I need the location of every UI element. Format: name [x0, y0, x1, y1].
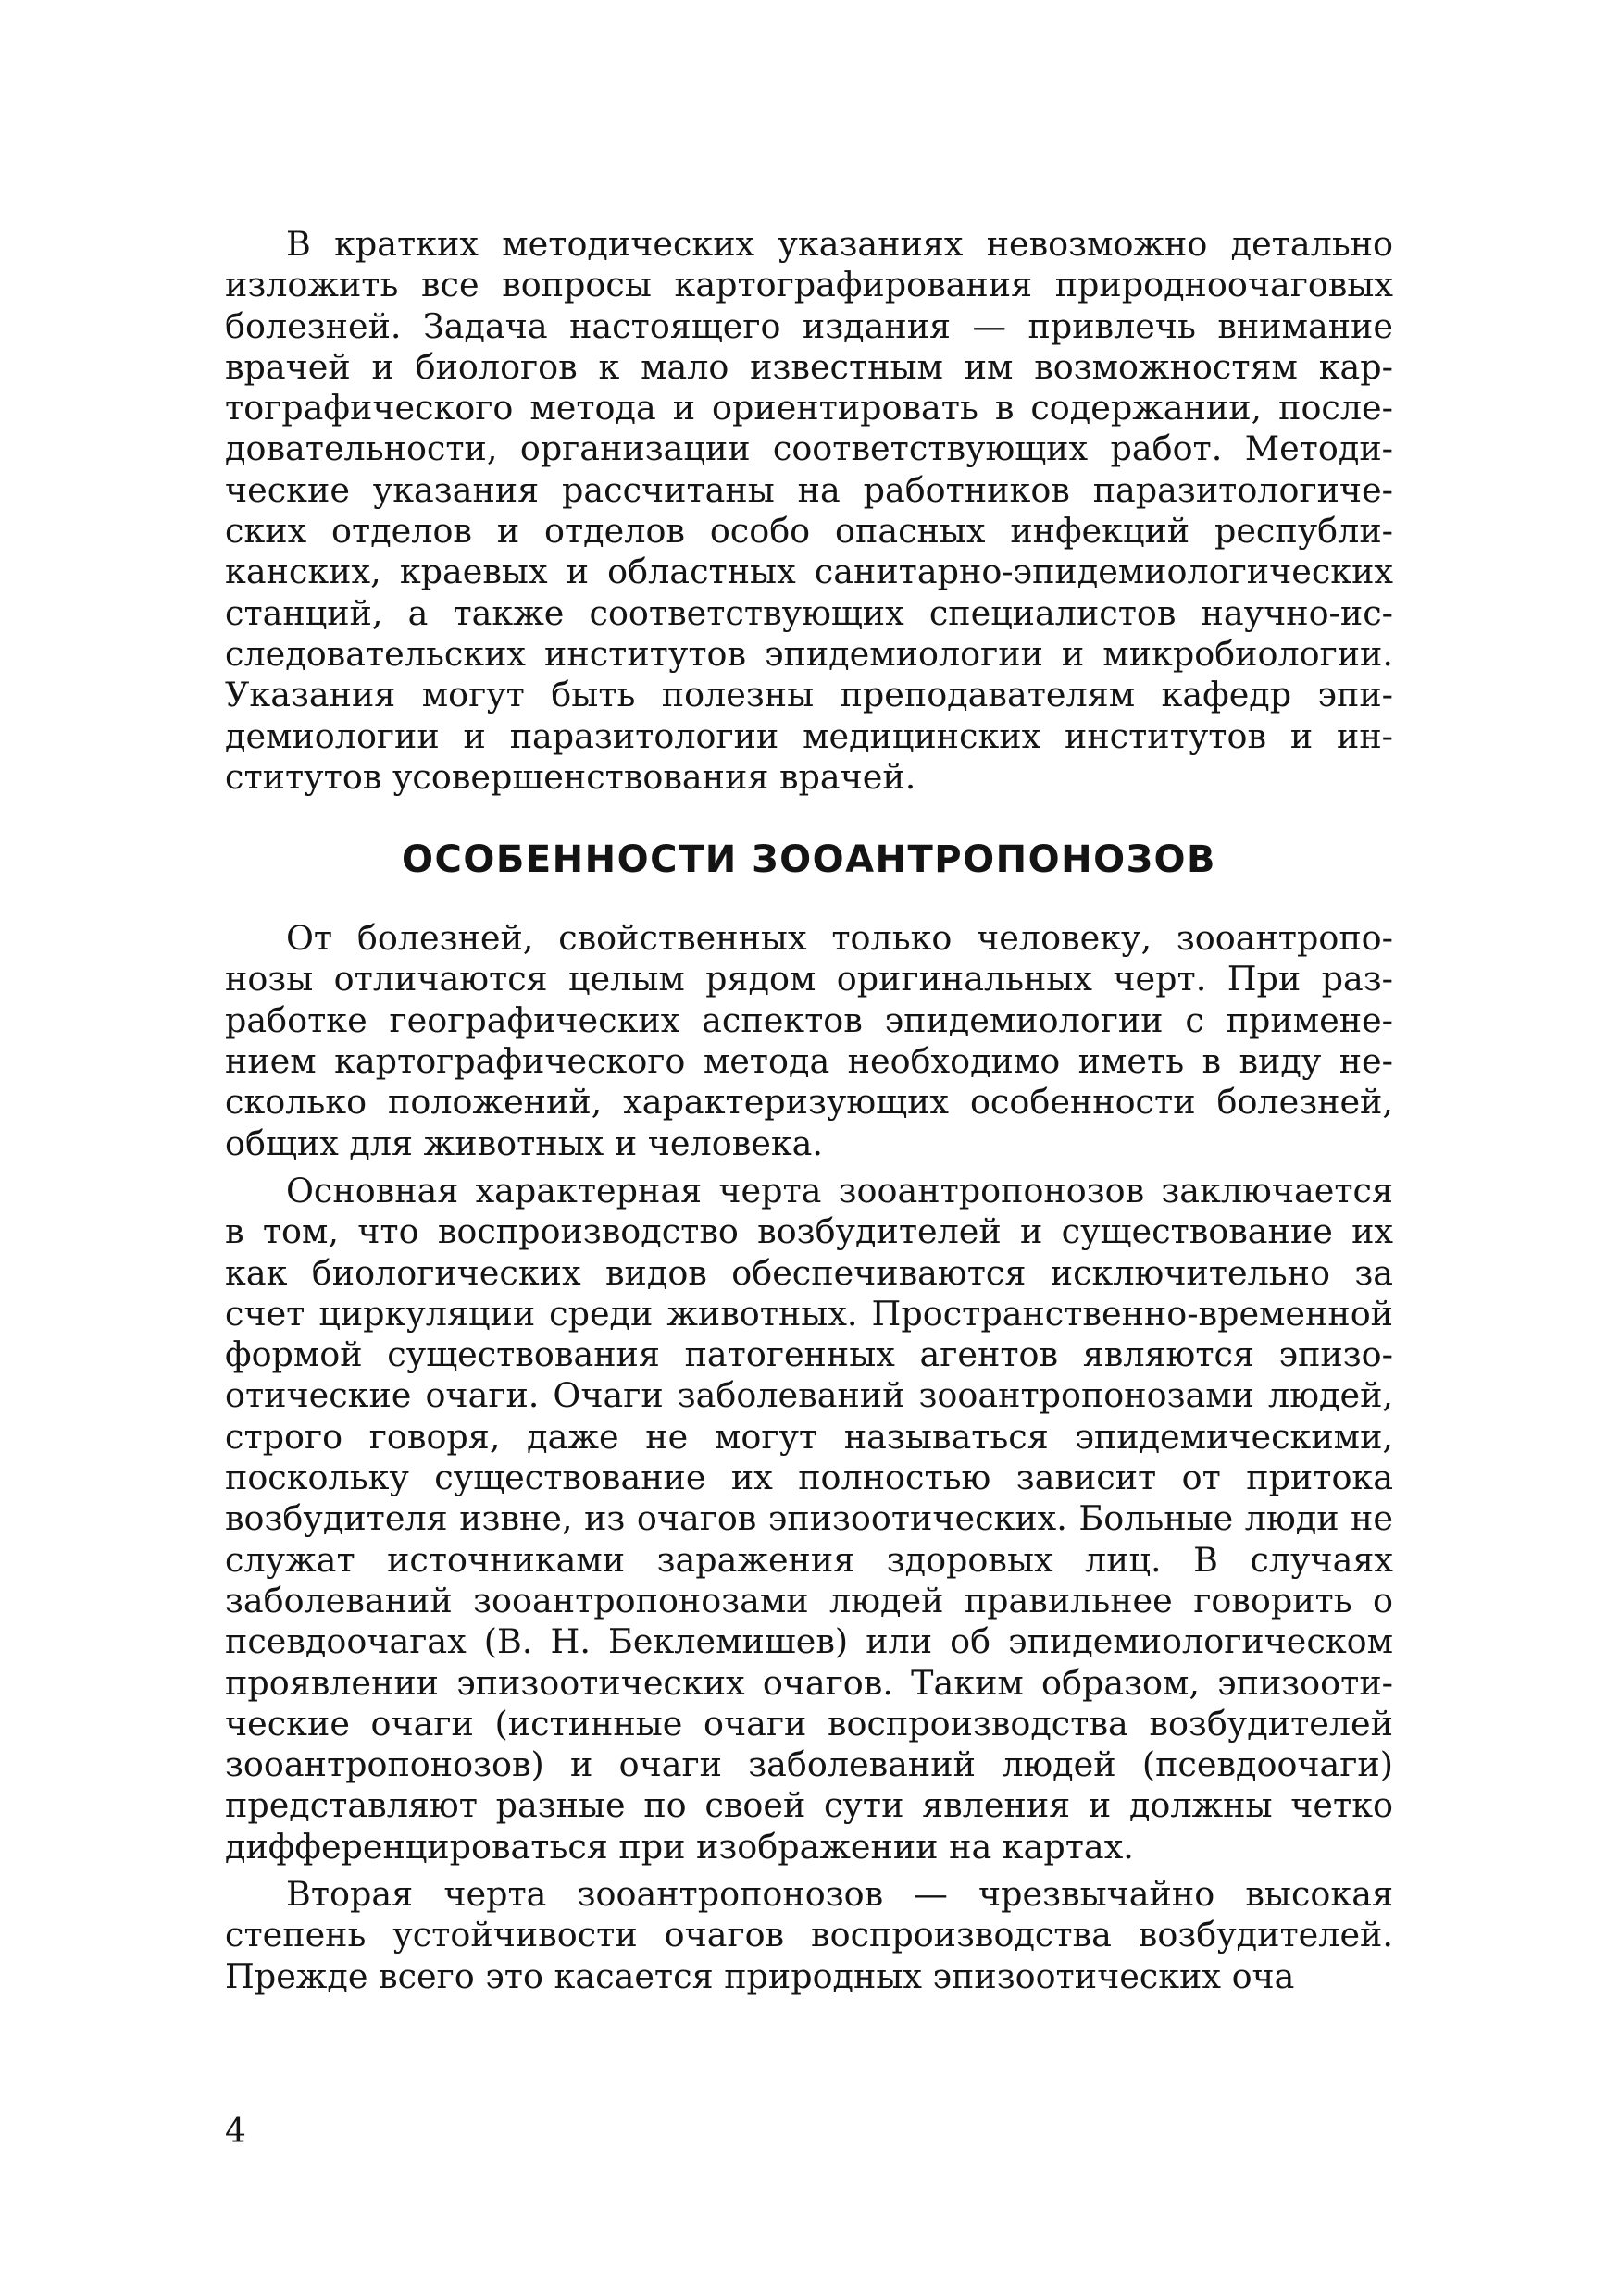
body-paragraph: Основная характерная черта зооантропонозов заключается в том, что воспроизводство возбудителей и существование их как биологических видов обеспечиваются исключительно за счет циркуляции среди животных. Пространственно-временной формой существования патогенных агентов являются эпизоотические очаги. Очаги заболеваний зооантропонозами людей, строго говоря, даже не могут называться эпидемическими, поскольку существование их полностью зависит от притока возбудителя извне, из очагов эпизоотических. Больные люди не служат источниками заражения здоровых лиц. В случаях заболеваний зооантропонозами людей правильнее говорить о псевдоочагах (В. Н. Беклемишев) или об эпидемиологическом проявлении эпизоотических очагов. Таким образом, эпизоотические очаги (истинные очаги воспроизводства возбудителей зооантропонозов) и очаги заболеваний людей (псевдоочаги) представляют разные по своей сути явления и должны четко дифференцироваться при изображении на картах.: [225, 1170, 1393, 1867]
section-title: ОСОБЕННОСТИ ЗООАНТРОПОНОЗОВ: [401, 838, 1216, 882]
body-paragraph: Вторая черта зооантропонозов — чрезвычайно высокая степень устойчивости очагов воспроизводства возбудителей. Прежде всего это касается природных эпизоотических оча: [225, 1873, 1393, 1996]
body-paragraph: От болезней, свойственных только человеку, зооантропонозы отличаются целым рядом оригинальных черт. При разработке географических аспектов эпидемиологии с применением картографического метода необходимо иметь в виду несколько положений, характеризующих особенности болезней, общих для животных и человека.: [225, 918, 1393, 1163]
page-body: [225, 224, 1393, 1997]
intro-paragraph: В кратких методических указаниях невозможно детально изложить все вопросы картографирования природноочаговых болезней. Задача настоящего издания — привлечь внимание врачей и биологов к мало известным им возможностям картографического метода и ориентировать в содержании, последовательности, организации соответствующих работ. Методические указания рассчитаны на работников паразитологических отделов и отделов особо опасных инфекций республиканских, краевых и областных санитарно-эпидемиологических станций, а также соответствующих специалистов научно-исследовательских институтов эпидемиологии и микробиологии. Указания могут быть полезны преподавателям кафедр эпидемиологии и паразитологии медицинских институтов и институтов усовершенствования врачей.: [225, 224, 1393, 797]
page-number: 4: [225, 2113, 246, 2151]
